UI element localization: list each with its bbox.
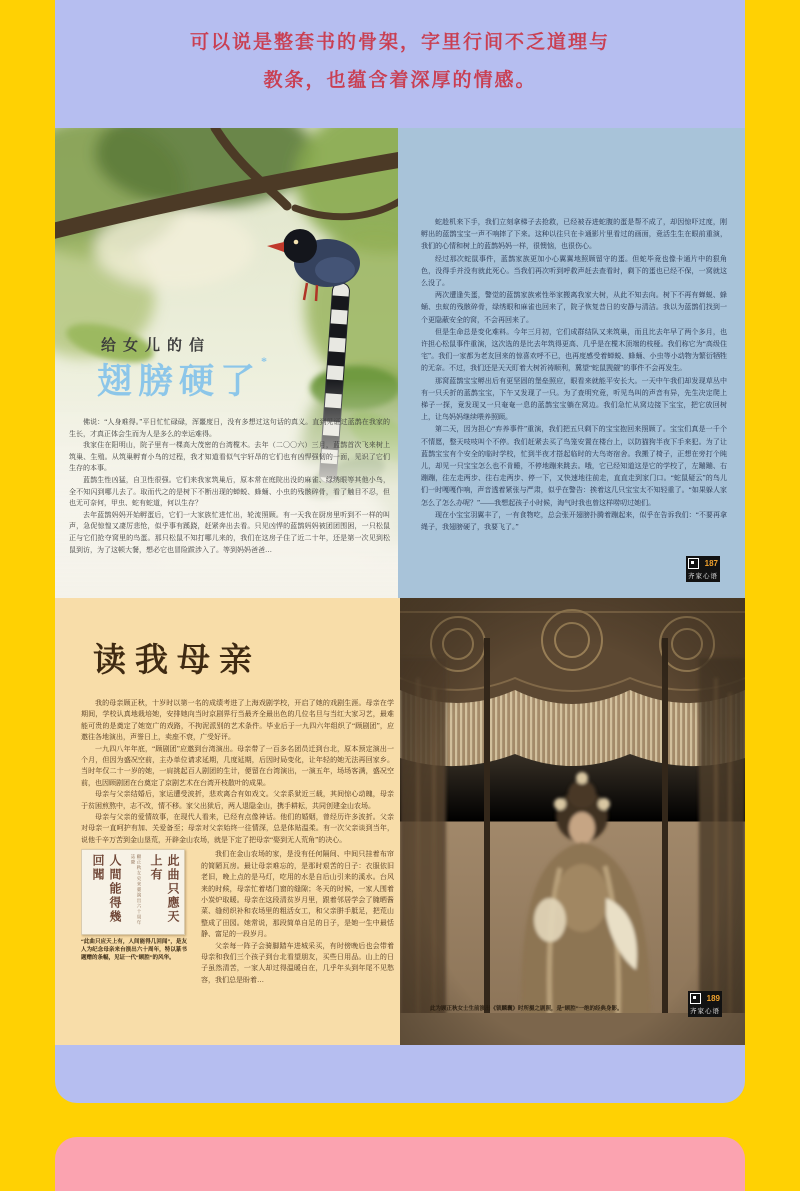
seal-column-left: 人間能得幾回聞 (91, 854, 122, 925)
article-body-left (69, 417, 390, 585)
section-label: 齐家心语 (690, 1008, 720, 1015)
paragraph: 两次遭逢失蛋，警觉的蓝鹊家族索性举家搬离我家大树，从此不知去向。树下不再有蝉蜕、蜂蛹、虫蚁的残骸碎骨，绿绣眼和麻雀也回来了，院子恢复昔日的安静与清洁。我以为蓝鹊们找到一个更隐蔽安全的窝，不会再回来了。 (421, 291, 727, 324)
paragraph: 母亲与父亲结婚后，家运遭受波折，悲欢离合有如戏文。父亲系狱近三载，其间惊心动魄，母亲于贫困煎熬中，志不改，情不移。家父出狱后，两人退隐金山，携手耕耘，共同创建金山农场。 (81, 790, 394, 810)
section-icon (690, 993, 701, 1004)
essay-body (81, 698, 394, 1036)
paragraph: 现在小宝宝羽翼丰了，一有食物吃，总会张开翅膀扑腾着蹦起来，似乎在告诉我们：“不要再拿绳子，我翅膀硬了，我要飞了。” (421, 510, 727, 532)
page-number-badge (688, 991, 722, 1017)
book-spread-2 (55, 598, 745, 1045)
article-body-right (421, 216, 727, 584)
paragraph: 蓝鹊生性凶猛，自卫性很强。它们来我家筑巢后，原本常在庭院出没的麻雀、绿绣眼等其他小鸟，全不知闪到哪儿去了。取而代之的是树下不断出现的蝉蜕、蜂蛹、小虫的残骸碎骨，看了触目不忍，但也无可奈何，甲虫、蛇有蛇道，何以生存？ (69, 475, 390, 508)
photo-caption: 此为顾正秋女士生前演出《锁麟囊》时所摄之剧照，是“顾腔”一绝的经典身影。 (430, 1006, 623, 1012)
paragraph: 我家住在阳明山，院子里有一棵高大茂密的台湾榄木。去年（二〇〇六）三月，蓝鹊首次飞来树上筑巢、生殖。从筑巢孵育小鸟的过程，我才知道看似气宇轩昂的它们也有凶悍强韧的一面，见识了它们生存的本事。 (69, 441, 390, 473)
title-footnote-mark: * (261, 354, 274, 368)
essay-title: 读我母亲 (93, 643, 261, 679)
section-icon (688, 558, 699, 569)
paragraph: 第二天，因为担心“弃养事件”重演，我们把五只剩下的宝宝抱回来照顾了。宝宝们真是一千个不情愿，整天吱吱叫个不停。我们赶紧去买了鸟笼安置在楼台上，以防猫狗半夜下手来犯。为了让蓝鹊宝宝有个安全的临时学校，忙到半夜才搭起临时的大鸟寄宿舍。我搬了椅子，正想在旁打个盹儿，却见一只宝宝怎么也不肯睡，不停地蹦来跳去。哦，它已经知道这是它的学校了，左蹦蹦、右蹦蹦，往左走两步、往右走两步、停一下，又快速地往前走，直直走到家门口。“蛇鼠疑云”的鸟儿们一时嘎嘎作响，声音透着紧张与严肃，似乎在警告：挨着这几只宝宝太不知轻重了。“如果躲人家怎么了怎么办呢？”——我想起孩子小时候，淘气时我也曾这样唠叨过她们。 (421, 425, 727, 507)
essay-body-wrapped (201, 849, 394, 986)
review-line-1: 可以说是整套书的骨架，字里行间不乏道理与 (189, 32, 610, 53)
article-kicker: 给女儿的信 (101, 338, 212, 354)
paragraph: 我的母亲顾正秋，十岁时以第一名的成绩考进了上海戏剧学校，开启了她的戏剧生涯。母亲在学期间，学校认真地栽培她，安排她向当时京剧界行当最齐全最出色的几位名旦与当红大家习艺，最难能可贵的是奠定了她宽广的戏路，不拘泥派别的艺术条件。毕业后于一九四六年组织了“顾剧团”，应邀往各地演出，声誉日上，卖座不衰，广受好评。 (81, 699, 394, 742)
seal-column-small: 顧正秋女史來臺演出六十周年誌慶 (131, 854, 142, 926)
opera-photo-page (400, 598, 745, 1045)
next-section-panel (55, 1137, 745, 1191)
page-number: 189 (706, 994, 720, 1003)
paragraph: 母亲与父亲的爱情故事，在现代人看来，已经有点像神话。他们的婚姻，曾经历许多波折。父亲对母亲一直呵护有加、关爱备至；母亲对父亲始终一往情深，总是体贴温柔。有一次父亲谈到当年，说他千辛万苦到金山垦荒，开辟金山农场，就是下定了把母亲“娶到无人荒角”的决心。 (81, 813, 394, 844)
paragraph: 那窝蓝鹊宝宝孵出后有更坚固的堡垒照应，眼看来就能平安长大。一天中午我们却发现草丛中有一只夭折的蓝鹊宝宝，下午又发现了一只。为了查明究竟，听见鸟叫的声音有异，先生决定爬上梯子一探，竟发现又一只奄奄一息的蓝鹊宝宝躺在窝边。我们急忙从窝边接下宝宝，把它放回树上，让鸟妈妈继续喂养照顾。 (421, 376, 727, 422)
essay-lower-row (81, 849, 394, 986)
calligraphy-figure (81, 849, 193, 986)
book-spread-1 (55, 128, 745, 598)
page-number: 187 (704, 559, 718, 568)
page-reading-my-mother (55, 598, 400, 1045)
paragraph: 经过那次蛇鼠事件，蓝鹊家族更加小心翼翼地照顾留守的蛋。但蛇毕竟也像卡通片中的狠角色，没得手并没有就此死心。当我们再次听到呼救声赶去查看时，剩下的蛋也已经不保，一窝就这么没了。 (421, 254, 727, 288)
page-letter-to-daughter (55, 128, 398, 598)
section-label: 齐家心语 (688, 573, 718, 580)
paragraph: 去年蓝鹊妈妈开始孵蛋后，它们一大家族忙进忙出，轮流照顾。有一天我在厨房里听到不一样的叫声，急促惊惶又凄厉悲怆，似乎事有蹊跷，赶紧奔出去看。只见凶悍的蓝鹊妈妈被团团围困，一只松鼠正与它们抢夺窝里的鸟蛋。那只松鼠不知打哪儿来的，我们在这房子住了近二十年，还是第一次见到松鼠到访，为了这顿大餐，想必它也冒险跋涉入了。等到妈妈爸爸… (69, 510, 390, 554)
paragraph: 但是生命总是变化难料。今年三月初，它们成群结队又来筑巢，而且比去年早了两个多月，也许担心松鼠事件重演，这次选的是比去年筑得更高、几乎是在榄木顶端的枝桠。我们称它为“高级住宅”。我们一家都为老友回来的惊喜欢呼不已，也再度感受着蝉蜕、蜂蛹、小虫等小动物为繁衍牺牲的无奈。不过，我们还是天天盯着大树祈祷顺利，冀望“蛇鼠觊觎”的事件不会再发生。 (421, 327, 727, 373)
opera-performer-photo (400, 598, 745, 1045)
paragraph: 父亲每一阵子会骑脚踏车进城采买，有时傍晚后也会带着母亲和我们三个孩子到台北看望朋友，买些日用品。山上的日子虽然清苦，一家人却过得温暖自在，几乎年头到年尾不见愁容，我们总是盼着… (201, 941, 394, 984)
article-title (97, 354, 273, 404)
paragraph: 蛇趁机来下手，我们立刻拿梯子去抢救，已经被吞进蛇腹的蛋是帮不成了，却因惊吓过度，刚孵出的蓝鹊宝宝一声不响摔了下来。这种以往只在卡通影片里看过的画面，竟活生生在眼前重演，我们的心情和树上的蓝鹊妈妈一样，很懊恼，也很伤心。 (421, 218, 727, 251)
paragraph: 佛说：“人身难得。”平日忙忙碌碌，浑噩度日，没有多想过这句话的真义。直到见证过蓝鹊在我家的生长，才真正体会生而为人是多么的幸运难得。 (69, 418, 390, 438)
review-panel (55, 0, 745, 1103)
paragraph: 我们在金山农场的家，是没有任何隔间、中间只挂着布帘的简陋瓦房。最让母亲难忘的，是那时艰苦的日子：衣服依旧老旧，晚上点的是马灯，吃用的水是自后山引来的溪水。台风来的时候，母亲忙着堵门窗的缝隙；冬天的时候，一家人围着小炭炉取暖。母亲在这段清贫岁月里，跟着邻居学会了腌晒酱菜、缝纫织补和农场里的粗活女工，和父亲胼手胝足，把荒山整成了田园。她常说，那段简单自足的日子，是她一生中最恬静、富足的一段岁月。 (201, 850, 394, 939)
figure-caption: “此曲只应天上有，人间能得几回闻”，是友人为纪念母亲来台演出六十周年，特以篆书题赠的条幅，见证一代“顾腔”的风华。 (81, 939, 187, 962)
seal-column-right: 此曲只應天上有 (149, 854, 180, 925)
paragraph: 一九四八年年底，“顾剧团”应邀到台湾演出。母亲带了一百多名团员迁到台北，原本预定演出一个月，但因为盛况空前，主办单位请求延期，几度延期，后因时局变化，让年轻的她无法再回家乡。当时年仅二十一岁的她，一肩挑起百人剧团的生计，便留在台湾演出，一演五年，场场客满，盛况空前，也因顾剧团在台奠定了京剧艺术在台湾开枝散叶的成果。 (81, 744, 394, 787)
review-line-2: 教条，也蕴含着深厚的情感。 (263, 70, 537, 91)
page-number-badge (686, 556, 720, 582)
page-letter-continued (398, 128, 745, 598)
review-banner (55, 24, 745, 100)
seal-script-scroll (81, 849, 185, 935)
article-title-text: 翅膀硬了 (97, 362, 262, 401)
